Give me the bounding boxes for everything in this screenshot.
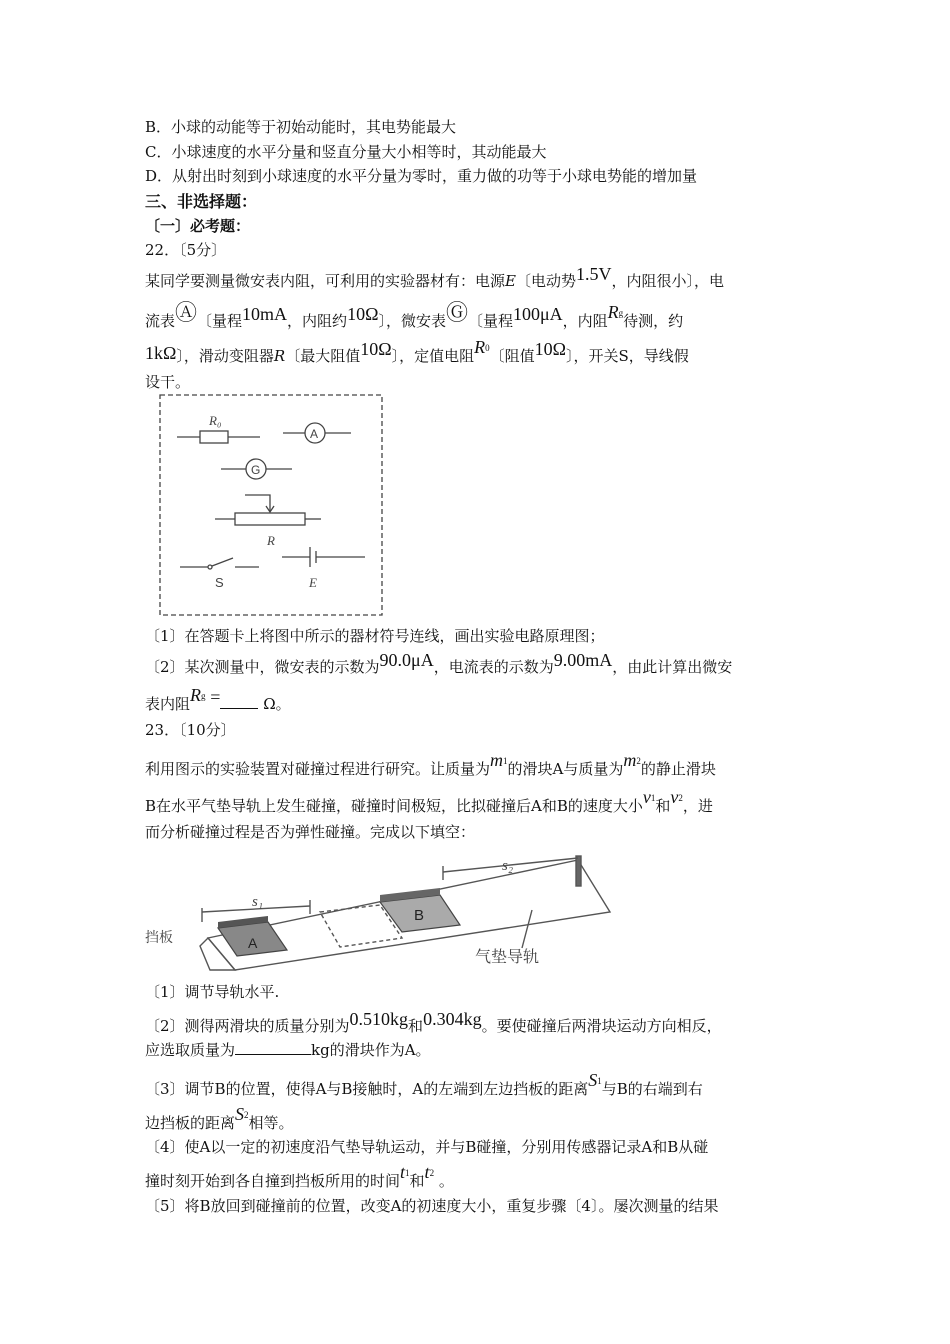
section-subtitle: 〔一〕必考题： (145, 217, 251, 235)
q23-part2-answer (145, 1040, 431, 1060)
q23-text: 边挡板的距离 (145, 1114, 236, 1132)
label-s1: s₁ (252, 894, 264, 910)
q22-rg-answer: Rg (190, 685, 206, 705)
q22-answer-blank[interactable] (220, 708, 258, 709)
q22-text: 〔2〕某次测量中，微安表的示数为 (145, 658, 380, 676)
ammeter-icon: Ⓐ (175, 301, 198, 326)
q22-text: 〕，定值电阻 (391, 347, 475, 365)
label-g: G (251, 463, 261, 477)
q23-mass2: 0.304kg (423, 1009, 482, 1029)
label-r: R (267, 533, 275, 548)
q23-text: 。 (438, 1172, 454, 1190)
q22-part1: 〔1〕在答题卡上将图中所示的器材符号连线，画出实验电路原理图； (145, 627, 605, 645)
option-c: C．小球速度的水平分量和竖直分量大小相等时，其动能最大 (145, 143, 547, 161)
label-slider-b: B (414, 907, 425, 924)
q23-text: 相等。 (248, 1114, 294, 1132)
q23-mass1: 0.510kg (349, 1009, 409, 1029)
q22-text: ，内阻约 (287, 312, 348, 330)
q23-s2: S2 (235, 1104, 249, 1124)
q23-text: 撞时刻开始到各自撞到挡板所用的时间 (145, 1172, 401, 1190)
q22-text: ，内阻很小〕，电 (611, 272, 724, 290)
q23-mass-blank[interactable] (235, 1054, 311, 1055)
q23-part4-cont (145, 1162, 454, 1193)
q23-m2: m2 (623, 750, 641, 770)
q23-text: 。要使碰撞后两滑块运动方向相反， (481, 1017, 722, 1035)
q23-text: 和 (409, 1172, 425, 1190)
air-track-figure (140, 850, 620, 980)
q22-text: 某同学要测量微安表内阻，可利用的实验器材有：电源 (145, 272, 506, 290)
q22-text: 〔量程 (197, 312, 243, 330)
q23-v1: v1 (642, 787, 656, 807)
q22-r-max: 10Ω (360, 339, 392, 359)
q22-text: 表内阻 (145, 695, 191, 713)
q23-text: 应选取质量为 (145, 1041, 236, 1059)
figure-border (160, 395, 382, 615)
q22-text: 流表 (145, 312, 176, 330)
q22-text: 〕，滑动变阻器 (176, 347, 274, 365)
label-slider-a: A (248, 935, 258, 951)
section-title: 三、非选择题： (145, 192, 258, 211)
q23-text: 和 (655, 797, 671, 815)
battery-e (282, 547, 365, 567)
q22-microammeter-range: 100μA (513, 304, 563, 324)
q22-text: 〕，微安表 (378, 312, 446, 330)
q23-text: 的静止滑块 (640, 760, 716, 778)
q22-text: ，电流表的示数为 (433, 658, 554, 676)
q22-text: 〔阻值 (489, 347, 535, 365)
q23-header: 23．〔10分〕 (145, 721, 236, 739)
q22-text: ，由此计算出微安 (612, 658, 733, 676)
q23-text: 〔3〕调节B的位置，使得A与B接触时，A的左端到左边挡板的距离 (145, 1080, 589, 1098)
q22-line4: 设干。 (145, 373, 191, 391)
q23-t1: t1 (400, 1162, 410, 1182)
q23-line1 (145, 750, 716, 781)
resistor-r0 (177, 431, 260, 443)
q23-s1: S1 (588, 1070, 602, 1090)
q22-symbol-e: E (505, 272, 516, 290)
q22-r0-value: 10Ω (534, 339, 567, 359)
label-s2: s₂ (502, 858, 514, 874)
label-air-track: 气垫导轨 (475, 947, 540, 966)
q22-part2-answer (145, 685, 291, 716)
option-d: D．从射出时刻到小球速度的水平分量为零时，重力做的功等于小球电势能的增加量 (145, 167, 698, 185)
q22-emf-value: 1.5V (575, 264, 612, 284)
q22-text: 〕，开关S，导线假 (566, 347, 689, 365)
q23-text: ，进 (682, 797, 713, 815)
q23-m1: m1 (490, 750, 508, 770)
q23-text: 〔2〕测得两滑块的质量分别为 (145, 1017, 350, 1035)
galvanometer-icon: Ⓖ (445, 301, 468, 326)
q23-text: 和 (408, 1017, 424, 1035)
q23-t2: t2 (424, 1162, 435, 1182)
q22-rg-approx: 1kΩ (145, 343, 177, 363)
q22-text: 〔量程 (467, 312, 513, 330)
q22-unit: Ω。 (263, 695, 291, 713)
q22-ammeter-resistance: 10Ω (347, 304, 379, 324)
q22-ammeter-range: 10mA (242, 304, 288, 324)
q23-line3: 而分析碰撞过程是否为弹性碰撞。完成以下填空： (145, 823, 476, 841)
q22-line3 (145, 337, 689, 368)
q22-part2 (145, 650, 733, 677)
q23-text: 利用图示的实验装置对碰撞过程进行研究。让质量为 (145, 760, 491, 778)
option-b: B．小球的动能等于初始动能时，其电势能最大 (145, 118, 457, 136)
q23-v2: v2 (670, 787, 683, 807)
q23-part4: 〔4〕使A以一定的初速度沿气垫导轨运动，并与B碰撞，分别用传感器记录A和B从碰 (145, 1138, 709, 1156)
q22-symbol-r: R (273, 347, 286, 365)
q23-text: B在水平气垫导轨上发生碰撞，碰撞时间极短，比拟碰撞后A和B的速度大小 (145, 797, 643, 815)
label-e: E (309, 575, 317, 590)
q23-line2 (145, 787, 713, 818)
circuit-components-figure (155, 393, 390, 618)
q23-part5: 〔5〕将B放回到碰撞前的位置，改变A的初速度大小，重复步骤〔4〕。屡次测量的结果 (145, 1197, 719, 1215)
right-board (576, 856, 581, 886)
q22-line1 (145, 264, 724, 291)
q23-part3 (145, 1070, 703, 1101)
q23-part2 (145, 1009, 722, 1036)
q23-part1: 〔1〕调节导轨水平. (145, 983, 280, 1001)
q22-text: ，内阻 (562, 312, 608, 330)
q22-line2 (145, 301, 684, 333)
label-r0: R₀ (209, 413, 222, 428)
q22-text: 〔最大阻值 (285, 347, 361, 365)
rheostat-r (215, 495, 321, 525)
q23-text: kg的滑块作为A。 (311, 1041, 431, 1059)
q22-r0: R0 (474, 337, 490, 357)
switch-s (180, 558, 259, 569)
q23-text: 的滑块A与质量为 (507, 760, 624, 778)
q23-text: 与B的右端到右 (601, 1080, 703, 1098)
q22-ammeter-reading: 9.00mA (553, 650, 613, 670)
q22-header: 22．〔5分〕 (145, 241, 227, 259)
q22-text: 待测，约 (623, 312, 684, 330)
q22-rg: Rg (607, 302, 624, 322)
q22-text: 〔电动势 (515, 272, 576, 290)
q23-part3-cont (145, 1104, 294, 1135)
q22-microammeter-reading: 90.0μA (379, 650, 434, 670)
q22-equals: = (210, 687, 221, 707)
label-s: S (215, 575, 224, 590)
label-a: A (310, 427, 319, 441)
label-board: 挡板 (145, 930, 173, 946)
